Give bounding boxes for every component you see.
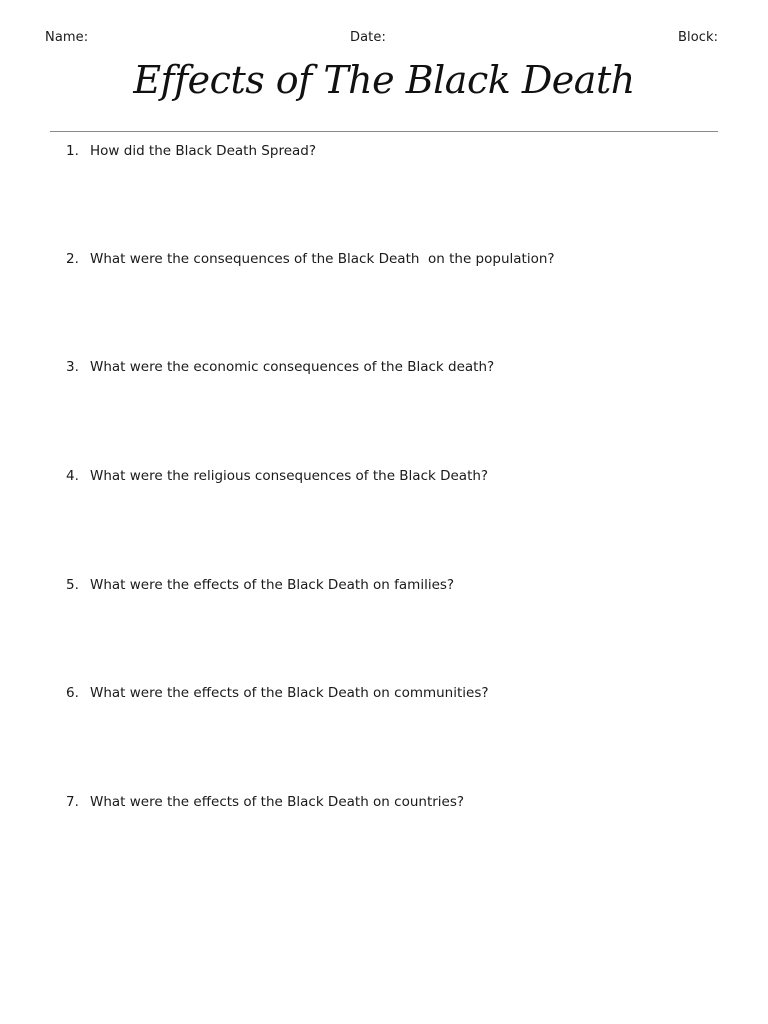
question-number: 1. — [66, 143, 79, 159]
date-label: Date: — [350, 30, 386, 45]
question-item — [66, 685, 489, 701]
worksheet-title: Effects of The Black Death — [133, 58, 635, 102]
question-text: What were the effects of the Black Death on families? — [90, 577, 455, 593]
question-number: 6. — [66, 685, 79, 701]
question-item — [66, 143, 316, 159]
question-text: What were the religious consequences of the Black Death? — [90, 468, 489, 484]
question-number: 7. — [66, 794, 79, 810]
question-text: What were the effects of the Black Death on countries? — [90, 794, 465, 810]
question-text: What were the economic consequences of the Black death? — [90, 359, 495, 375]
question-text: How did the Black Death Spread? — [90, 143, 317, 159]
question-number: 2. — [66, 251, 79, 267]
question-item — [66, 794, 464, 810]
question-item — [66, 359, 494, 375]
question-text: What were the consequences of the Black Death on the population? — [90, 251, 555, 267]
question-number: 5. — [66, 577, 79, 593]
block-label: Block: — [678, 30, 719, 45]
question-item — [66, 468, 488, 484]
question-item — [66, 251, 555, 267]
question-number: 3. — [66, 359, 79, 375]
question-item — [66, 577, 454, 593]
question-number: 4. — [66, 468, 79, 484]
name-label: Name: — [45, 30, 89, 45]
question-text: What were the effects of the Black Death on communities? — [90, 685, 489, 701]
title-divider — [50, 131, 718, 132]
